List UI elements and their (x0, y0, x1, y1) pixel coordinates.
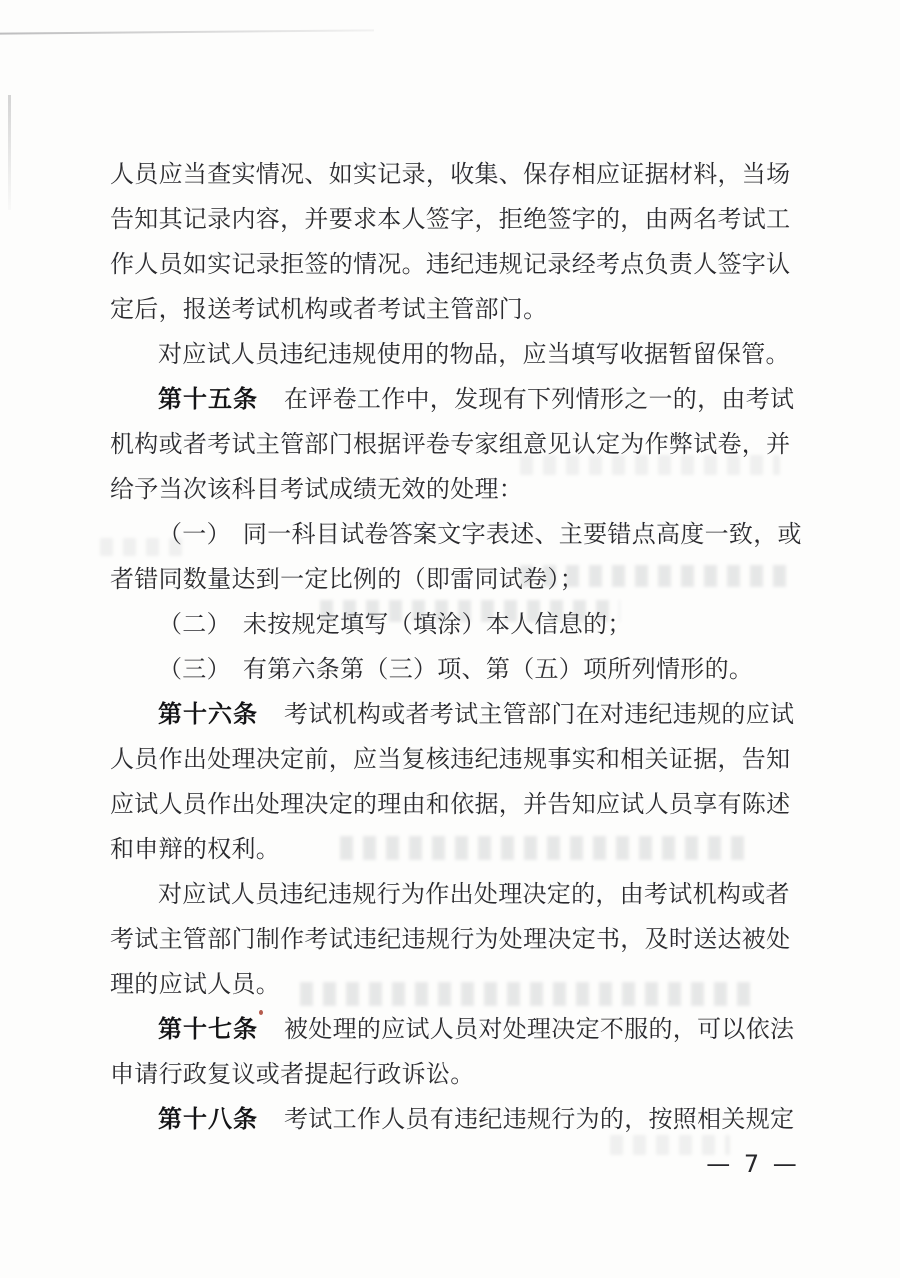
text-line (110, 197, 804, 242)
line-text: 定后，报送考试机构或者考试主管部门。 (110, 295, 548, 323)
line-text: 考试机构或者考试主管部门在对违纪违规的应试 (284, 700, 795, 728)
text-line (110, 377, 804, 422)
line-text: 给予当次该科目考试成绩无效的处理： (110, 475, 524, 503)
line-text: 人员应当查实情况、如实记录，收集、保存相应证据材料，当场 (110, 160, 791, 188)
item-number: （二） (158, 610, 231, 638)
line-text: 申请行政复议或者提起行政诉讼。 (110, 1060, 475, 1088)
line-text: 应试人员作出处理决定的理由和依据，并告知应试人员享有陈述 (110, 790, 791, 818)
item-number: （三） (158, 655, 231, 683)
text-line (110, 557, 804, 602)
line-text: 对应试人员违纪违规使用的物品，应当填写收据暂留保管。 (158, 340, 790, 368)
scan-artifact-edge (8, 95, 11, 210)
text-line (110, 872, 804, 917)
text-line (110, 827, 804, 872)
text-line (110, 647, 804, 692)
text-line (110, 1007, 804, 1052)
line-text: 在评卷工作中，发现有下列情形之一的，由考试 (284, 385, 795, 413)
text-line (110, 602, 804, 647)
text-line (110, 152, 804, 197)
item-number: （一） (158, 520, 231, 548)
line-text: 对应试人员违纪违规行为作出处理决定的，由考试机构或者 (158, 880, 790, 908)
line-text: 作人员如实记录拒签的情况。违纪违规记录经考点负责人签字认 (110, 250, 791, 278)
text-line (110, 512, 804, 557)
scan-artifact-line (0, 29, 374, 34)
line-text: 被处理的应试人员对处理决定不服的，可以依法 (284, 1015, 795, 1043)
line-text: 机构或者考试主管部门根据评卷专家组意见认定为作弊试卷，并 (110, 430, 791, 458)
text-line (110, 332, 804, 377)
line-text: 考试工作人员有违纪违规行为的，按照相关规定 (284, 1105, 795, 1133)
text-line (110, 242, 804, 287)
line-text: 未按规定填写（填涂）本人信息的； (242, 610, 632, 638)
line-text: 有第六条第（三）项、第（五）项所列情形的。 (242, 655, 754, 683)
text-line (110, 782, 804, 827)
text-line (110, 1052, 804, 1097)
text-line (110, 467, 804, 512)
text-line (110, 962, 804, 1007)
line-text: 同一科目试卷答案文字表述、主要错点高度一致，或 (242, 520, 802, 548)
document-body (110, 152, 804, 1142)
text-line (110, 692, 804, 737)
text-line (110, 737, 804, 782)
line-text: 理的应试人员。 (110, 970, 281, 998)
line-text: 和申辩的权利。 (110, 835, 281, 863)
text-line (110, 287, 804, 332)
line-text: 考试主管部门制作考试违纪违规行为处理决定书，及时送达被处 (110, 925, 791, 953)
article-number: 第十五条 (158, 385, 258, 413)
line-text: 告知其记录内容，并要求本人签字，拒绝签字的，由两名考试工 (110, 205, 791, 233)
text-line (110, 1097, 804, 1142)
article-number: 第十七条 (158, 1015, 258, 1043)
line-text: 者错同数量达到一定比例的（即雷同试卷）； (110, 565, 584, 593)
text-line (110, 917, 804, 962)
text-line (110, 422, 804, 467)
line-text: 人员作出处理决定前，应当复核违纪违规事实和相关证据，告知 (110, 745, 791, 773)
article-number: 第十八条 (158, 1105, 258, 1133)
page-number: — 7 — (706, 1150, 800, 1178)
article-number: 第十六条 (158, 700, 258, 728)
